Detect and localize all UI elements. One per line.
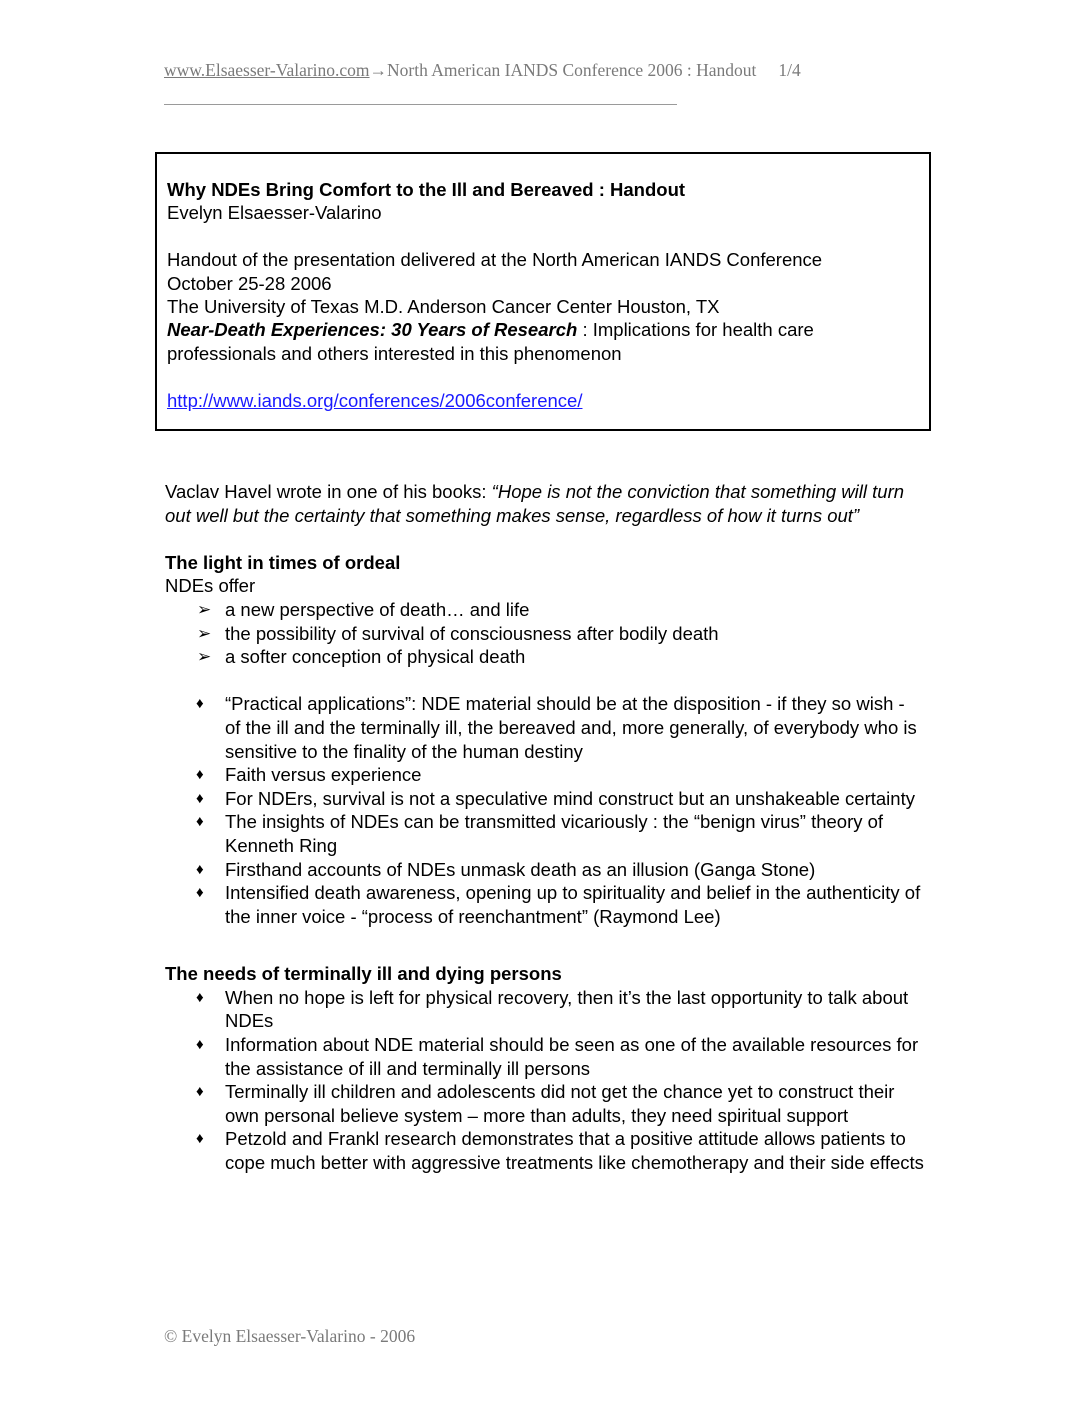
diamond-bullet-icon: ♦	[196, 988, 204, 1006]
diamond-bullet-icon: ♦	[196, 789, 204, 807]
diamond-bullet-icon: ♦	[196, 860, 204, 878]
page-header	[164, 60, 801, 81]
topic-subtitle: : Implications for health care	[577, 319, 814, 341]
arrow-icon: →	[369, 60, 388, 80]
diamond-bullet-icon: ♦	[196, 695, 204, 713]
list-item: ♦ When no hope is left for physical recovery, then it’s the last opportunity to talk about NDEs	[196, 986, 909, 1032]
quote-intro: Vaclav Havel wrote in one of his books:	[165, 481, 492, 502]
diamond-bullet-icon: ♦	[196, 1036, 204, 1054]
conference-link[interactable]: http://www.iands.org/conferences/2006conference/	[167, 389, 583, 411]
quote-text: “Hope is not the conviction that something will turn out well but the certainty that something makes sense, regardless of how it turns out”	[165, 481, 905, 526]
handout-title: Why NDEs Bring Comfort to the Ill and Bereaved : Handout	[167, 179, 686, 200]
section-heading-needs: The needs of terminally ill and dying persons	[165, 963, 562, 985]
page-footer: © Evelyn Elsaesser-Valarino - 2006	[164, 1326, 416, 1346]
diamond-bullet-icon: ♦	[196, 1130, 204, 1148]
header-url-link[interactable]: www.Elsaesser-Valarino.com	[164, 60, 370, 80]
list-item: ➢ a softer conception of physical death	[197, 646, 526, 668]
list-item: ♦ For NDErs, survival is not a speculative mind construct but an unshakeable certainty	[196, 787, 915, 809]
main-content	[165, 480, 925, 1175]
page-number: 1/4	[778, 60, 801, 80]
list-item: ♦ Intensified death awareness, opening up to spirituality and belief in the authenticity of the inner voice - “process of reenchantment” (Raymond Lee)	[196, 882, 921, 927]
conference-dates: October 25-28 2006	[167, 272, 332, 294]
header-divider	[164, 104, 677, 105]
title-box	[155, 152, 931, 431]
list-item: ♦ Faith versus experience	[196, 764, 422, 786]
list-item: ♦ Information about NDE material should be seen as one of the available resources for the assistance of ill and terminally ill persons	[196, 1034, 919, 1079]
header-title: North American IANDS Conference 2006 : Handout	[387, 60, 757, 80]
diamond-bullet-icon: ♦	[196, 813, 204, 831]
diamond-list	[165, 692, 925, 928]
section-heading-light: The light in times of ordeal	[165, 551, 401, 573]
diamond-bullet-icon: ♦	[196, 766, 204, 784]
topic-continuation: professionals and others interested in this phenomenon	[167, 342, 622, 364]
diamond-list	[165, 986, 925, 1175]
venue-line: The University of Texas M.D. Anderson Cancer Center Houston, TX	[167, 296, 720, 318]
list-item: ♦ The insights of NDEs can be transmitted vicariously : the “benign virus” theory of Kenneth Ring	[196, 811, 884, 856]
arrow-bullet-icon: ➢	[197, 623, 212, 643]
presentation-line: Handout of the presentation delivered at the North American IANDS Conference	[167, 249, 823, 271]
section-intro: NDEs offer	[165, 575, 256, 597]
list-item: ♦ Petzold and Frankl research demonstrates that a positive attitude allows patients to cope much better with aggressive treatments like chemotherapy and their side effects	[196, 1128, 924, 1174]
havel-quote	[165, 480, 925, 527]
author-name: Evelyn Elsaesser-Valarino	[167, 202, 382, 224]
list-item: ♦ “Practical applications”: NDE material should be at the disposition - if they so wish - of the ill and the terminally ill, the bereaved and, more generally, of everybody who is sensitive to the finality of the human destiny	[196, 693, 917, 762]
list-item: ♦ Terminally ill children and adolescents did not get the chance yet to construct their own personal believe system – more than adults, they need spiritual support	[196, 1081, 895, 1126]
diamond-bullet-icon: ♦	[196, 884, 204, 902]
list-item: ➢ the possibility of survival of consciousness after bodily death	[197, 622, 719, 644]
list-item: ♦ Firsthand accounts of NDEs unmask death as an illusion (Ganga Stone)	[196, 858, 816, 880]
arrow-bullet-icon: ➢	[197, 647, 212, 667]
conference-topic	[167, 318, 822, 341]
list-item: ➢ a new perspective of death… and life	[197, 598, 530, 620]
topic-title: Near-Death Experiences: 30 Years of Research	[167, 319, 578, 341]
arrow-list	[165, 598, 925, 669]
arrow-bullet-icon: ➢	[197, 599, 212, 619]
diamond-bullet-icon: ♦	[196, 1083, 204, 1101]
